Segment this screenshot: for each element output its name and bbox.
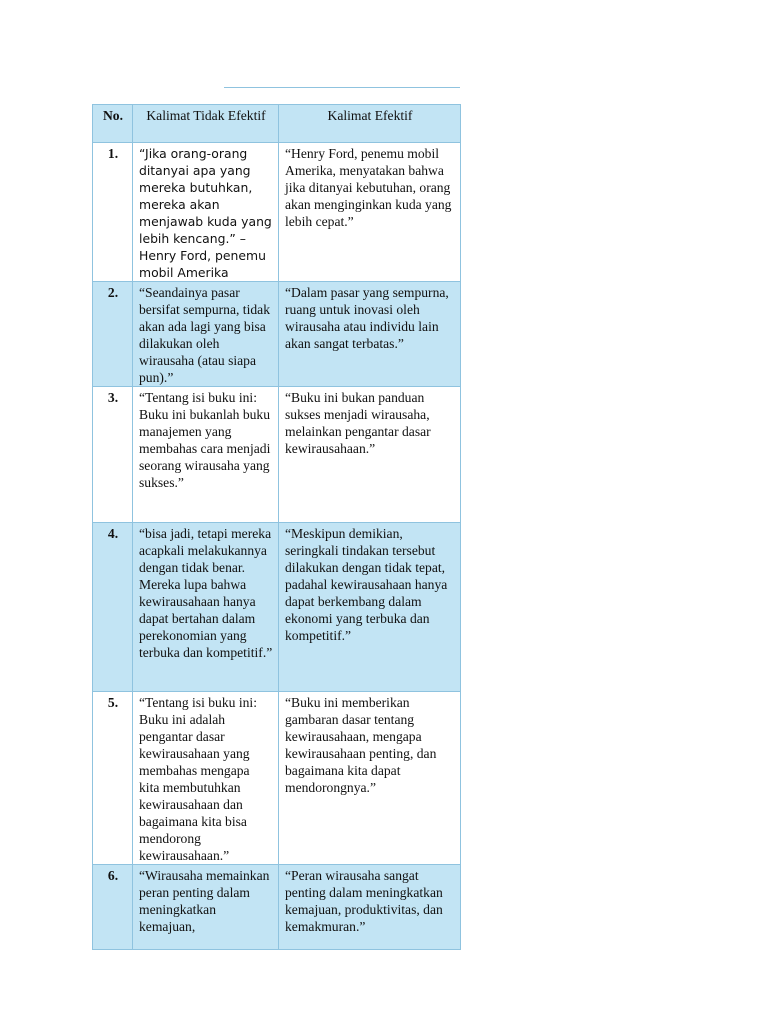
table-row bbox=[93, 692, 461, 865]
ineffective-sentence-cell: “bisa jadi, tetapi mereka acapkali melakukannya dengan tidak benar. Mereka lupa bahwa kewirausahaan hanya dapat bertahan dalam perekonomian yang terbuka dan kompetitif.” bbox=[133, 523, 279, 692]
ineffective-sentence-cell: “Tentang isi buku ini: Buku ini adalah pengantar dasar kewirausahaan yang membahas mengapa kita membutuhkan kewirausahaan dan bagaimana kita bisa mendorong kewirausahaan.” bbox=[133, 692, 279, 865]
row-number: 5. bbox=[93, 692, 133, 865]
ineffective-sentence-cell: “Seandainya pasar bersifat sempurna, tidak akan ada lagi yang bisa dilakukan oleh wirausaha (atau siapa pun).” bbox=[133, 282, 279, 387]
table-row bbox=[93, 865, 461, 950]
ineffective-sentence-cell: “Tentang isi buku ini: Buku ini bukanlah buku manajemen yang membahas cara menjadi seorang wirausaha yang sukses.” bbox=[133, 387, 279, 523]
ineffective-sentence-cell: “Jika orang-orang ditanyai apa yang mereka butuhkan, mereka akan menjawab kuda yang lebih kencang.” – Henry Ford, penemu mobil Amerika bbox=[133, 143, 279, 282]
row-number: 3. bbox=[93, 387, 133, 523]
table-row bbox=[93, 387, 461, 523]
effective-sentence-cell: “Meskipun demikian, seringkali tindakan tersebut dilakukan dengan tidak tepat, padahal kewirausahaan hanya dapat berkembang dalam ekonomi yang terbuka dan kompetitif.” bbox=[279, 523, 461, 692]
header-no: No. bbox=[93, 105, 133, 143]
row-number: 2. bbox=[93, 282, 133, 387]
row-number: 1. bbox=[93, 143, 133, 282]
ineffective-sentence-cell: “Wirausaha memainkan peran penting dalam meningkatkan kemajuan, bbox=[133, 865, 279, 950]
effective-sentence-cell: “Peran wirausaha sangat penting dalam meningkatkan kemajuan, produktivitas, dan kemakmuran.” bbox=[279, 865, 461, 950]
effective-sentence-cell: “Dalam pasar yang sempurna, ruang untuk inovasi oleh wirausaha atau individu lain akan sangat terbatas.” bbox=[279, 282, 461, 387]
row-number: 4. bbox=[93, 523, 133, 692]
table-header-row bbox=[93, 105, 461, 143]
effective-sentence-cell: “Buku ini memberikan gambaran dasar tentang kewirausahaan, mengapa kewirausahaan penting, dan bagaimana kita dapat mendorongnya.” bbox=[279, 692, 461, 865]
top-rule-line bbox=[224, 87, 460, 88]
effective-sentence-cell: “Henry Ford, penemu mobil Amerika, menyatakan bahwa jika ditanyai kebutuhan, orang akan menginginkan kuda yang lebih cepat.” bbox=[279, 143, 461, 282]
table-row bbox=[93, 523, 461, 692]
effective-sentence-cell: “Buku ini bukan panduan sukses menjadi wirausaha, melainkan pengantar dasar kewirausahaan.” bbox=[279, 387, 461, 523]
row-number: 6. bbox=[93, 865, 133, 950]
sentence-comparison-table bbox=[92, 104, 461, 950]
table-row bbox=[93, 143, 461, 282]
table-row bbox=[93, 282, 461, 387]
header-ineffective-sentence: Kalimat Tidak Efektif bbox=[133, 105, 279, 143]
header-effective-sentence: Kalimat Efektif bbox=[279, 105, 461, 143]
